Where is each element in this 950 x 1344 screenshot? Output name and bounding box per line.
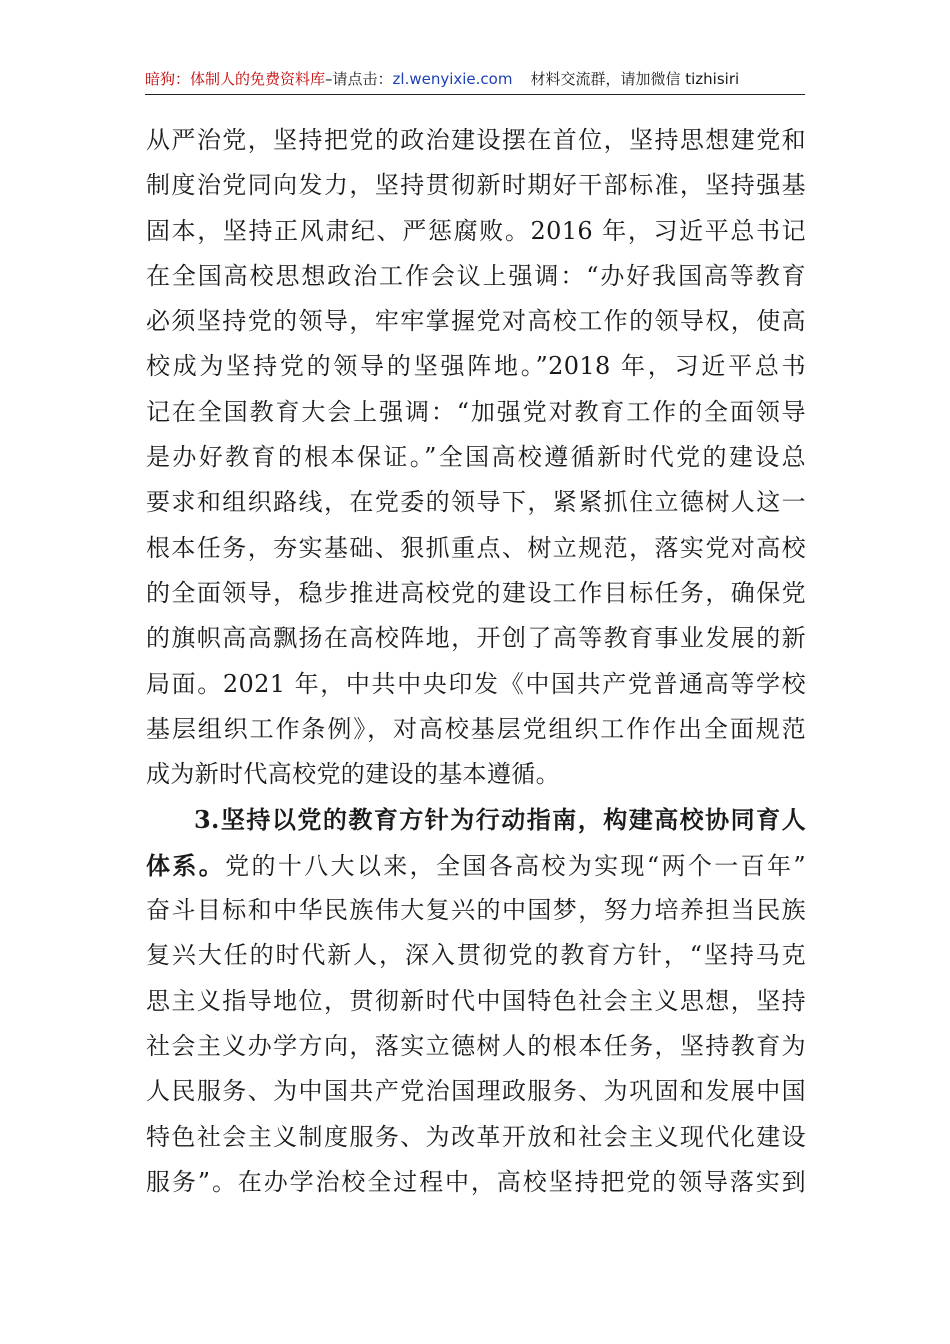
paragraph-line: 奋斗目标和中华民族伟大复兴的中国梦，努力培养担当民族 — [146, 896, 806, 925]
paragraph-line: 社会主义办学方向，落实立德树人的根本任务，坚持教育为 — [146, 1031, 806, 1060]
paragraph-line: 局面。2021 年，中共中央印发《中国共产党普通高等学校 — [146, 669, 806, 698]
paragraph-line: 必须坚持党的领导，牢牢掌握党对高校工作的领导权，使高 — [146, 307, 806, 336]
header-prompt: –请点击： — [325, 70, 393, 88]
paragraph-line: 根本任务，夯实基础、狠抓重点、树立规范，落实党对高校 — [146, 533, 806, 562]
paragraph-1 — [146, 118, 806, 797]
header-wechat-note: 材料交流群，请加微信 tizhisiri — [530, 70, 740, 88]
paragraph-line: 人民服务、为中国共产党治国理政服务、为巩固和发展中国 — [146, 1077, 806, 1106]
paragraph-line-rest: 党的十八大以来，全国各高校为实现“两个一百年” — [225, 851, 806, 880]
paragraph-line: 从严治党，坚持把党的政治建设摆在首位，坚持思想建党和 — [146, 126, 806, 154]
paragraph-line: 的旗帜高高飘扬在高校阵地，开创了高等教育事业发展的新 — [146, 624, 806, 653]
paragraph-line: 特色社会主义制度服务、为改革开放和社会主义现代化建设 — [146, 1122, 806, 1151]
paragraph-line: 校成为坚持党的领导的坚强阵地。”2018 年，习近平总书 — [146, 352, 806, 381]
paragraph-line: 服务”。在办学治校全过程中，高校坚持把党的领导落实到 — [146, 1167, 806, 1196]
document-body — [146, 118, 806, 1205]
paragraph-line: 是办好教育的根本保证。”全国高校遵循新时代党的建设总 — [146, 443, 806, 472]
paragraph-line: 基层组织工作条例》，对高校基层党组织工作作出全面规范 — [146, 714, 806, 743]
paragraph-line: 固本，坚持正风肃纪、严惩腐败。2016 年，习近平总书记 — [146, 216, 806, 245]
paragraph-line: 思主义指导地位，贯彻新时代中国特色社会主义思想，坚持 — [146, 986, 806, 1015]
section-heading-end: 体系。 — [146, 850, 226, 880]
paragraph-line: 在全国高校思想政治工作会议上强调：“办好我国高等教育 — [146, 261, 806, 290]
paragraph-line: 的全面领导，稳步推进高校党的建设工作目标任务，确保党 — [146, 578, 806, 607]
paragraph-line: 成为新时代高校党的建设的基本遵循。 — [146, 760, 560, 789]
paragraph-2 — [146, 797, 806, 1205]
paragraph-line: 复兴大任的时代新人，深入贯彻党的教育方针，“坚持马克 — [146, 941, 806, 970]
paragraph-line — [146, 843, 806, 888]
section-heading: 3.坚持以党的教育方针为行动指南，构建高校协同育人 — [194, 805, 806, 835]
header-brand: 暗狗：体制人的免费资料库 — [145, 70, 326, 88]
paragraph-line: 要求和组织路线，在党委的领导下，紧紧抓住立德树人这一 — [146, 488, 806, 517]
paragraph-line: 记在全国教育大会上强调：“加强党对教育工作的全面领导 — [146, 397, 806, 426]
paragraph-line: 制度治党同向发力，坚持贯彻新时期好干部标准，坚持强基 — [146, 171, 806, 200]
header-url-link[interactable]: zl.wenyixie.com — [392, 70, 513, 88]
page-header — [145, 68, 805, 95]
